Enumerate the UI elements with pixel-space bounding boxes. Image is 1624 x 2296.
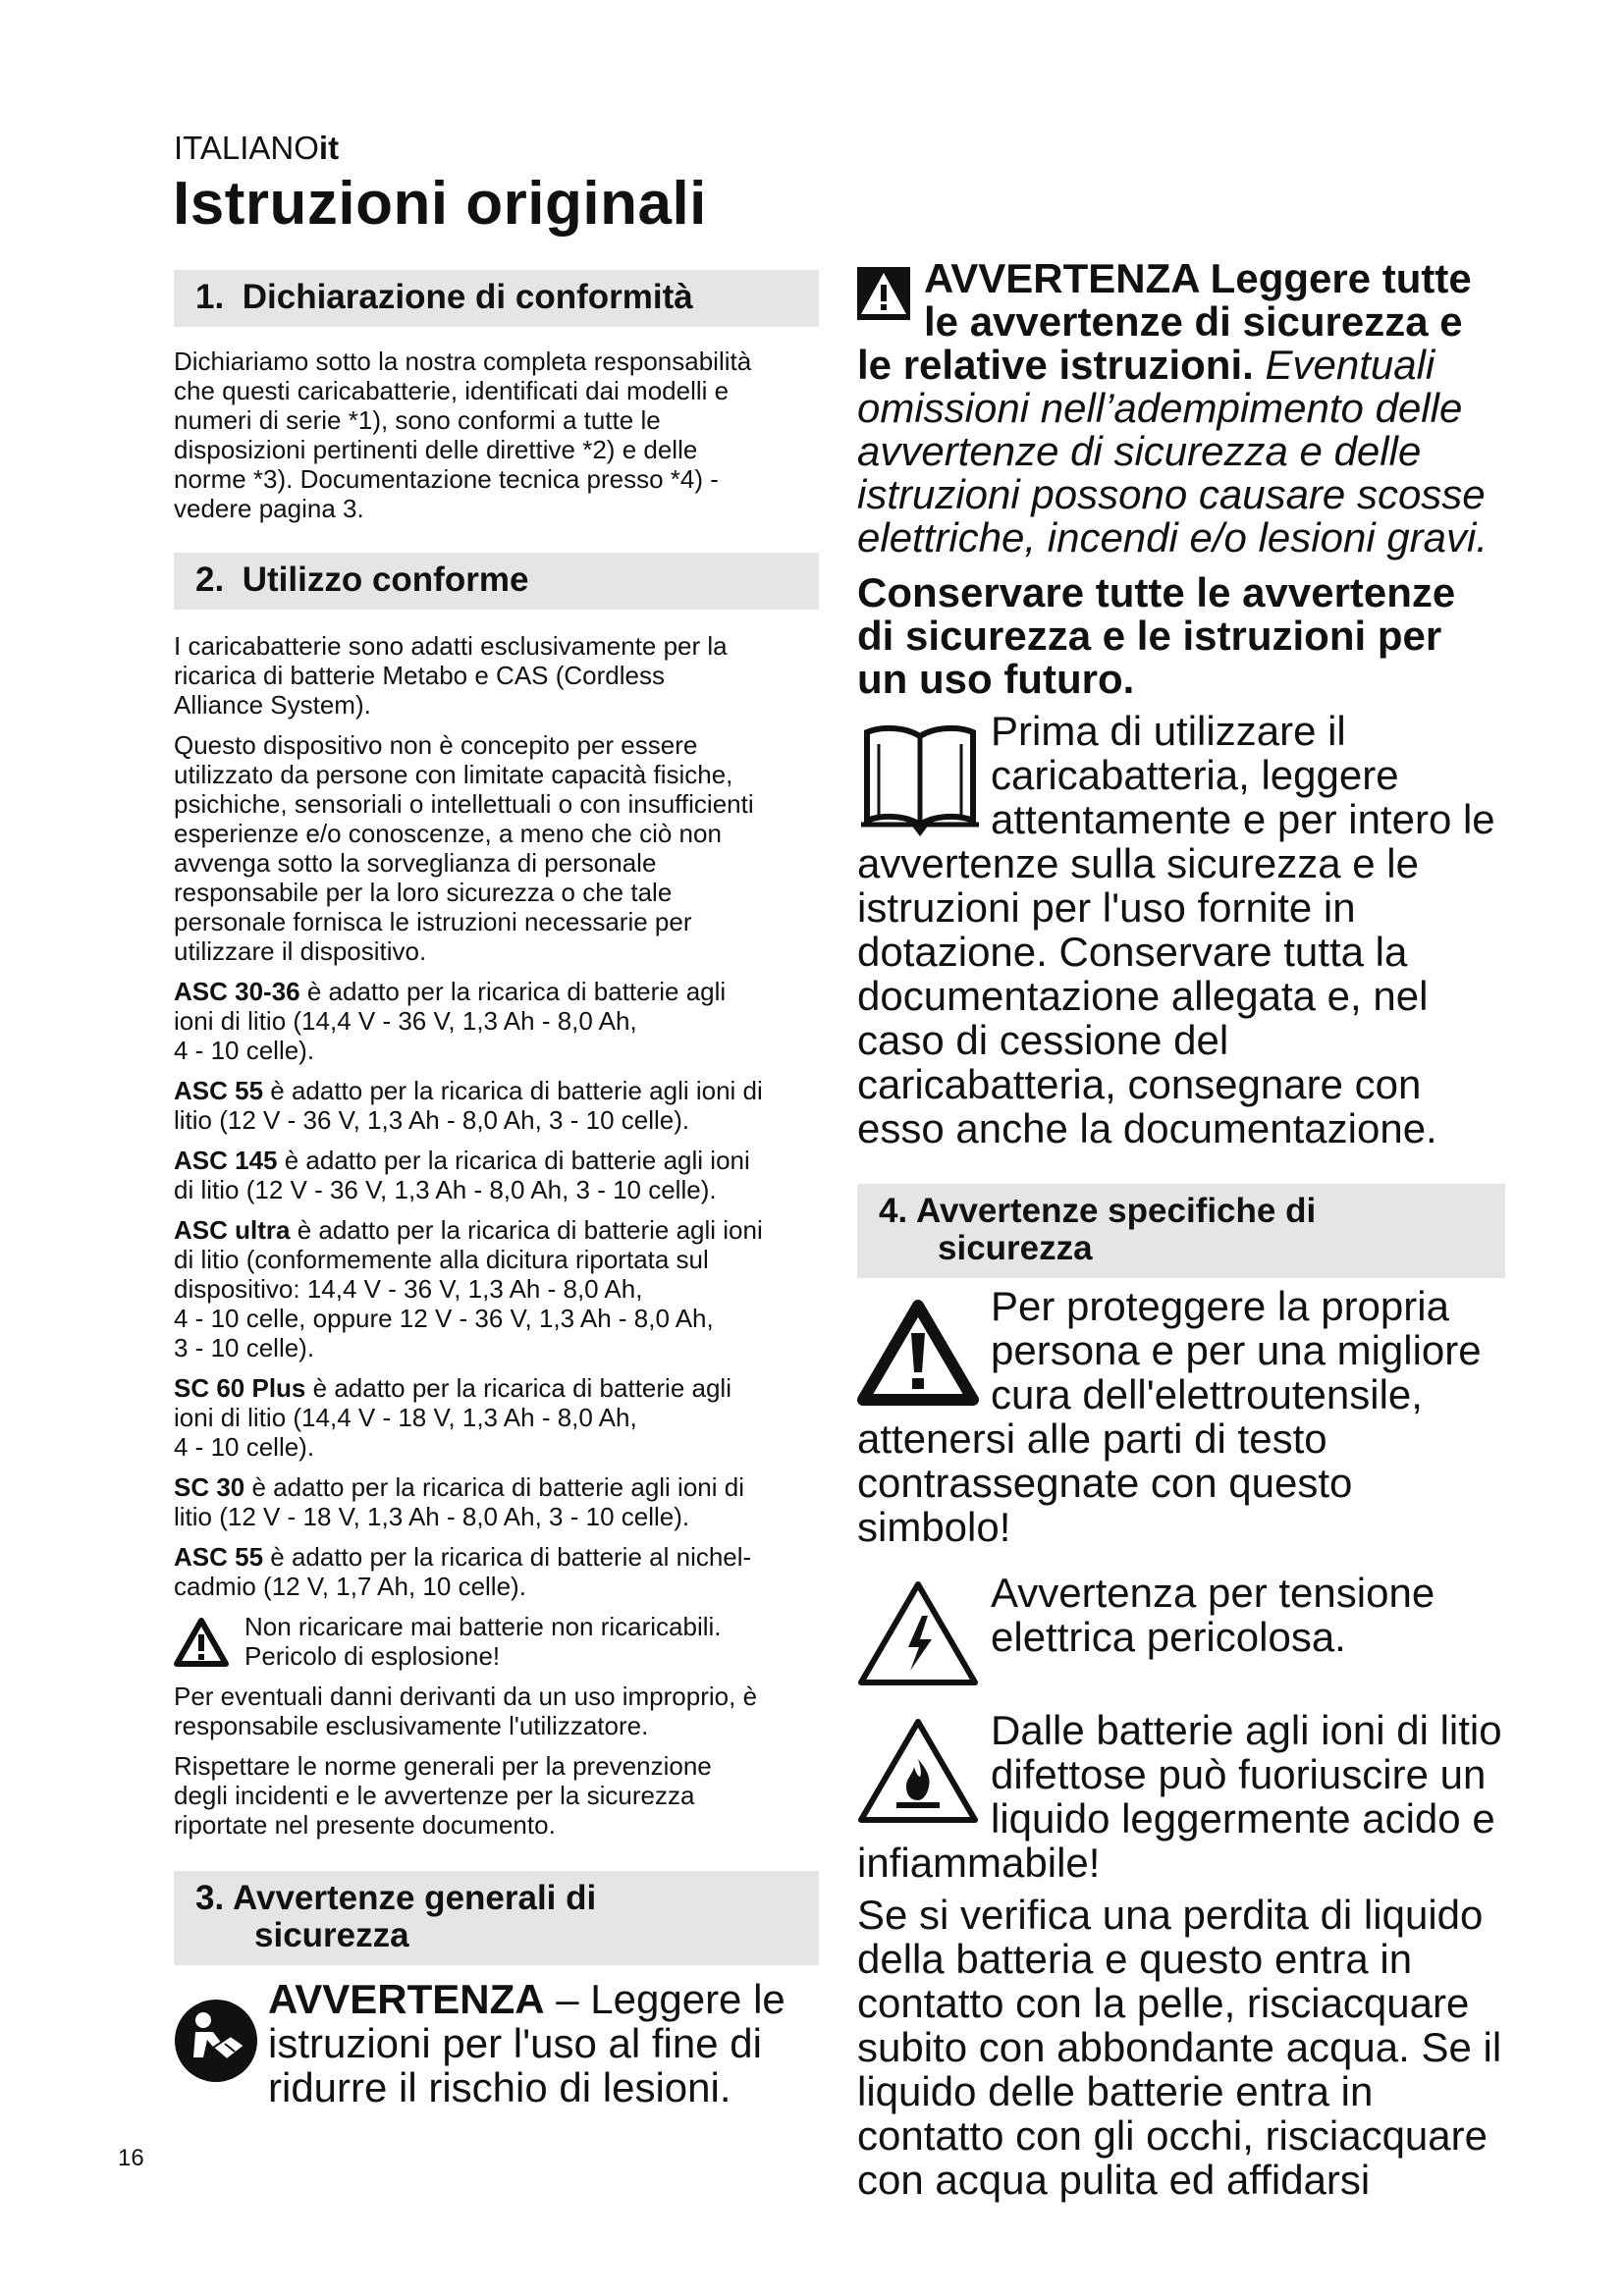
language-name: ITALIANO (174, 130, 319, 166)
warning-triangle-icon (857, 267, 910, 320)
section-4-heading: 4. Avvertenze specifiche di sicurezza (857, 1184, 1505, 1278)
page-number: 16 (118, 2145, 144, 2171)
model-asc-55-nicd: ASC 55 è adatto per la ricarica di batterie al nichel- cadmio (12 V, 1,7 Ah, 10 celle). (174, 1542, 752, 1601)
flammable-warning-block: Dalle batterie agli ioni di litio difettose può fuoriuscire un liquido leggermente acido e infiammabile! (857, 1707, 1502, 1886)
language-label (174, 130, 339, 167)
read-manual-icon (174, 1999, 258, 2083)
section-2-paragraph-3: Per eventuali danni derivanti da un uso improprio, è responsabile esclusivamente l'utilizzatore. (174, 1682, 758, 1740)
read-manual-warning: AVVERTENZA – Leggere le istruzioni per l'uso al fine di ridurre il rischio di lesioni. (174, 1977, 819, 2109)
warning-triangle-icon (857, 1298, 979, 1406)
model-sc-60-plus: SC 60 Plus è adatto per la ricarica di batterie agli ioni di litio (14,4 V - 18 V, 1,3 Ah - 8,0 Ah, 4 - 10 celle). (174, 1373, 731, 1462)
read-before-use: Prima di utilizzare il caricabatteria, leggere attentamente e per intero le avvertenze sulla sicurezza e le istruzioni per l'uso fornite in dotazione. Conservare tutta la documentazione allegata e, nel caso di cessione del caricabatteria, consegnare con esso anche la documentazione. (857, 708, 1495, 1151)
general-warning-symbol-block: Per proteggere la propria persona e per una migliore cura dell'elettroutensile, attenersi alle parti di testo contrassegnate con questo simbolo! (857, 1283, 1482, 1550)
battery-leak-paragraph: Se si verifica una perdita di liquido della batteria e questo entra in contatto con la pelle, risciacquare subito con abbondante acqua. Se il liquido delle batterie entra in contatto con gli occhi, risciacquare con acqua pulita ed affidarsi (857, 1892, 1502, 2203)
open-book-icon (859, 722, 981, 838)
model-asc-145: ASC 145 è adatto per la ricarica di batterie agli ioni di litio (12 V - 36 V, 1,3 Ah - 8,0 Ah, 3 - 10 celle). (174, 1146, 750, 1204)
left-column (174, 270, 819, 2109)
model-asc-ultra: ASC ultra è adatto per la ricarica di batterie agli ioni di litio (conformemente alla dicitura riportata sul dispositivo: 14,4 V - 36 V, 1,3 Ah - 8,0 Ah, 4 - 10 celle, oppure 12 V - 36 V, 1,3 Ah - 8,0 Ah, 3 - 10 celle). (174, 1215, 763, 1362)
right-column (857, 257, 1505, 2202)
warning-triangle-icon (174, 1618, 229, 1667)
high-voltage-icon (857, 1578, 979, 1688)
page-title: Istruzioni originali (173, 170, 707, 238)
language-code: it (318, 130, 340, 166)
keep-instructions: Conservare tutte le avvertenze di sicurezza e le istruzioni per un uso futuro. (857, 569, 1456, 702)
section-2-heading: 2. Utilizzo conforme (174, 553, 819, 610)
model-asc-55-li: ASC 55 è adatto per la ricarica di batterie agli ioni di litio (12 V - 36 V, 1,3 Ah - 8,0 Ah, 3 - 10 celle). (174, 1076, 763, 1135)
model-sc-30: SC 30 è adatto per la ricarica di batterie agli ioni di litio (12 V - 18 V, 1,3 Ah - 8,0 Ah, 3 - 10 celle). (174, 1472, 744, 1531)
section-1-heading: 1. Dichiarazione di conformità (174, 270, 819, 327)
electric-warning-block: Avvertenza per tensione elettrica pericolosa. (857, 1571, 1505, 1686)
section-2-paragraph-1: I caricabatterie sono adatti esclusivamente per la ricarica di batterie Metabo e CAS (Cordless Alliance System). (174, 631, 728, 720)
flammable-icon (857, 1716, 979, 1826)
section-3-heading: 3. Avvertenze generali di sicurezza (174, 1871, 819, 1965)
explosion-warning: Non ricaricare mai batterie non ricaricabili. Pericolo di esplosione! (174, 1612, 819, 1671)
general-warning-block: AVVERTENZA Leggere tutte le avvertenze di sicurezza e le relative istruzioni. Eventuali omissioni nell’adempimento delle avvertenze di sicurezza e delle istruzioni possono causare scosse elettriche, incendi e/o lesioni gravi. (857, 255, 1489, 561)
section-2-paragraph-2: Questo dispositivo non è concepito per essere utilizzato da persone con limitate capacità fisiche, psichiche, sensoriali o intellettuali o con insufficienti esperienze e/o conoscenze, a meno che ciò non avvenga sotto la sorveglianza di personale responsabile per la loro sicurezza o che tale personale fornisca le istruzioni necessarie per utilizzare il dispositivo. (174, 730, 754, 966)
model-asc-30-36: ASC 30-36 è adatto per la ricarica di batterie agli ioni di litio (14,4 V - 36 V, 1,3 Ah - 8,0 Ah, 4 - 10 celle). (174, 977, 727, 1065)
section-1-text: Dichiariamo sotto la nostra completa responsabilità che questi caricabatterie, identificati dai modelli e numeri di serie *1), sono conformi a tutte le disposizioni pertinenti delle direttive *2) e delle norme *3). Documentazione tecnica presso *4) - vedere pagina 3. (174, 347, 752, 523)
section-2-paragraph-4: Rispettare le norme generali per la prevenzione degli incidenti e le avvertenze per la sicurezza riportate nel presente documento. (174, 1751, 712, 1840)
